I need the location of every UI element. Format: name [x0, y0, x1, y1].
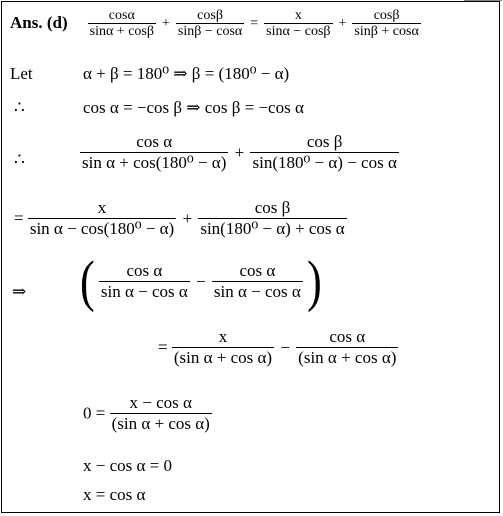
numerator: cos α — [239, 261, 276, 281]
fraction — [80, 133, 228, 172]
denominator: sinβ + cosα — [354, 24, 419, 40]
implies-symbol: ⇒ — [12, 282, 27, 301]
denominator: sin α − cos α — [100, 282, 188, 302]
numerator: x − cos α — [129, 393, 192, 412]
numerator: cos α — [329, 327, 366, 346]
line-6 — [80, 249, 322, 314]
denominator: sinα + cosβ — [89, 24, 154, 40]
line-5 — [14, 199, 347, 238]
denominator: sin(180⁰ − α) − cos α — [252, 152, 397, 172]
denominator: sin α + cos(180⁰ − α) — [82, 152, 227, 172]
numerator: cosβ — [373, 8, 400, 23]
numerator: cosα — [108, 8, 135, 23]
minus-operator: − — [196, 272, 206, 291]
minus-operator: − — [280, 337, 290, 357]
line-3: cos α = −cos β ⇒ cos β = −cos α — [83, 98, 304, 117]
fraction — [264, 8, 332, 40]
fraction — [296, 328, 398, 367]
plus-operator: + — [161, 16, 170, 32]
numerator: x — [294, 8, 302, 23]
plus-operator: + — [338, 16, 347, 32]
fraction — [110, 394, 212, 433]
line-8 — [83, 394, 212, 433]
equation-lhs: 0 = — [83, 403, 106, 423]
equals-sign: = — [14, 208, 24, 228]
numerator: cos α — [126, 261, 163, 281]
denominator: sin α − cos(180⁰ − α) — [29, 218, 175, 238]
fraction — [172, 328, 274, 367]
plus-operator: + — [234, 142, 245, 162]
therefore-symbol: ∴ — [14, 98, 25, 117]
answer-label: Ans. (d) — [10, 12, 68, 32]
fraction — [250, 133, 398, 172]
therefore-symbol: ∴ — [14, 150, 25, 169]
numerator: cosβ — [197, 8, 223, 23]
denominator: sinα − cosβ — [266, 24, 331, 40]
numerator: cos β — [254, 198, 291, 217]
denominator: (sin α + cos α) — [298, 347, 397, 367]
line-9: x − cos α = 0 — [83, 456, 172, 475]
let-expression: α + β = 180⁰ ⇒ β = (180⁰ − α) — [83, 64, 290, 83]
fraction — [198, 199, 346, 238]
fraction — [99, 262, 190, 301]
let-label: Let — [10, 64, 33, 83]
fraction — [88, 8, 156, 40]
fraction — [176, 8, 244, 40]
numerator: x — [97, 198, 107, 217]
fraction — [352, 8, 420, 40]
line-10: x = cos α — [83, 485, 146, 504]
plus-operator: + — [182, 208, 193, 228]
numerator: x — [218, 327, 228, 346]
denominator: (sin α + cos α) — [173, 347, 273, 367]
line-2 — [10, 64, 33, 84]
box-top-edge-mark — [464, 0, 502, 1]
denominator: sinβ − cosα — [177, 24, 243, 40]
equals-sign: = — [250, 16, 259, 32]
denominator: sin α − cos α — [213, 282, 301, 302]
fraction — [28, 199, 176, 238]
right-paren: ) — [307, 249, 322, 314]
numerator: cos α — [136, 132, 173, 151]
equals-sign: = — [158, 337, 168, 357]
line-7 — [158, 328, 398, 367]
left-paren: ( — [80, 249, 95, 314]
line-4 — [80, 133, 399, 172]
denominator: (sin α + cos α) — [111, 413, 210, 433]
numerator: cos β — [306, 132, 343, 151]
fraction — [212, 262, 303, 301]
denominator: sin(180⁰ − α) + cos α — [200, 218, 345, 238]
line-1 — [10, 8, 421, 40]
